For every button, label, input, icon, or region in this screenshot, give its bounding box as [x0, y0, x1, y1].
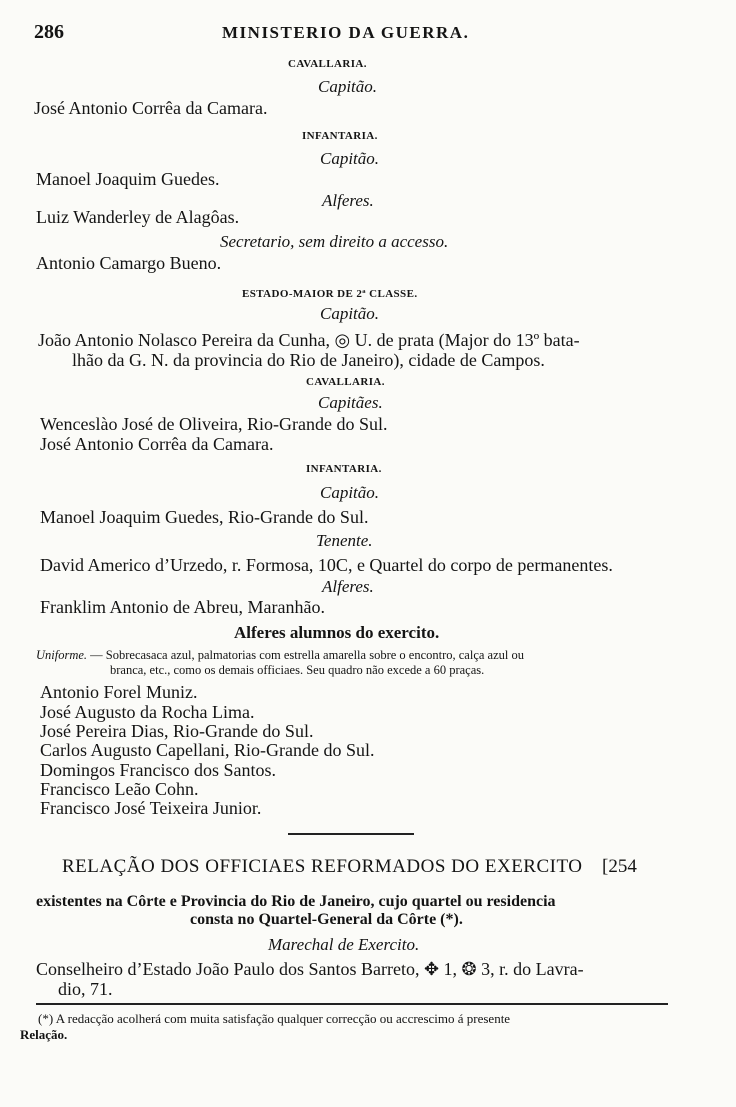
reformados-title: RELAÇÃO DOS OFFICIAES REFORMADOS DO EXERCITO: [62, 856, 583, 877]
reformados-count: [254: [602, 856, 637, 877]
alumno-name-1: Antonio Forel Muniz.: [40, 682, 198, 702]
em-capitaes-name-1: Wenceslào José de Oliveira, Rio-Grande do Sul.: [40, 414, 388, 434]
alumno-name-4: Carlos Augusto Capellani, Rio-Grande do Sul.: [40, 740, 375, 760]
alumno-name-3: José Pereira Dias, Rio-Grande do Sul.: [40, 721, 314, 741]
section-separator: [288, 833, 414, 835]
page-number: 286: [34, 21, 64, 43]
capitao-rank: Capitão.: [320, 149, 380, 168]
em-tenente-name: David Americo d’Urzedo, r. Formosa, 10C, e Quartel do corpo de permanentes.: [40, 555, 613, 575]
marechal-entry-line1: Conselheiro d’Estado João Paulo dos Santos Barreto, ✥ 1, ❂ 3, r. do Lavra-: [36, 959, 584, 979]
em-tenente-rank: Tenente.: [316, 531, 373, 550]
cavallaria-rank: Capitão.: [318, 77, 378, 96]
footnote-line2: Relação.: [20, 1027, 68, 1042]
em-capitao-line2: lhão da G. N. da provincia do Rio de Janeiro), cidade de Campos.: [72, 350, 545, 370]
uniform-line2: branca, etc., como os demais officiaes. Seu quadro não excede a 60 praças.: [110, 663, 485, 677]
uniform-line1: [36, 649, 524, 662]
reformados-subtitle-1: existentes na Côrte e Provincia do Rio de Janeiro, cujo quartel ou residencia: [36, 893, 556, 910]
em-inf-capitao-rank: Capitão.: [320, 483, 380, 502]
em-infantaria-heading: INFANTARIA.: [306, 463, 382, 475]
em-capitao-line1: João Antonio Nolasco Pereira da Cunha, ◎ U. de prata (Major do 13º bata-: [38, 330, 580, 350]
alumno-name-7: Francisco José Teixeira Junior.: [40, 798, 262, 818]
footnote-rule: [36, 1003, 668, 1005]
alumno-name-5: Domingos Francisco dos Santos.: [40, 760, 276, 780]
alferes-rank: Alferes.: [322, 191, 374, 210]
alumno-name-6: Francisco Leão Cohn.: [40, 779, 199, 799]
alferes-name: Luiz Wanderley de Alagôas.: [36, 207, 240, 227]
marechal-entry-line2: dio, 71.: [58, 979, 113, 999]
reformados-subtitle-2: consta no Quartel-General da Côrte (*).: [190, 911, 463, 928]
em-capitaes-rank: Capitães.: [318, 393, 383, 412]
infantaria-heading: INFANTARIA.: [302, 130, 378, 142]
cavallaria-heading: CAVALLARIA.: [288, 58, 367, 70]
alumno-name-2: José Augusto da Rocha Lima.: [40, 702, 255, 722]
secretario-rank: Secretario, sem direito a accesso.: [220, 232, 449, 251]
em-alferes-rank: Alferes.: [322, 577, 374, 596]
secretario-name: Antonio Camargo Bueno.: [36, 253, 222, 273]
estado-maior-heading: ESTADO-MAIOR DE 2ª CLASSE.: [242, 288, 418, 300]
em-capitao-rank: Capitão.: [320, 304, 380, 323]
uniform-text-1: — Sobrecasaca azul, palmatorias com estrella amarella sobre o encontro, calça azul ou: [87, 648, 524, 662]
running-title: MINISTERIO DA GUERRA.: [222, 23, 470, 42]
em-inf-capitao-name: Manoel Joaquim Guedes, Rio-Grande do Sul.: [40, 507, 369, 527]
uniform-label: Uniforme.: [36, 648, 88, 662]
em-cavallaria-heading: CAVALLARIA.: [306, 376, 385, 388]
alumnos-heading: Alferes alumnos do exercito.: [234, 623, 440, 642]
footnote-line1: (*) A redacção acolherá com muita satisfação qualquer correcção ou accrescimo á presente: [38, 1011, 511, 1026]
marechal-rank: Marechal de Exercito.: [268, 935, 420, 954]
em-capitaes-name-2: José Antonio Corrêa da Camara.: [40, 434, 274, 454]
em-alferes-name: Franklim Antonio de Abreu, Maranhão.: [40, 597, 325, 617]
cavallaria-name: José Antonio Corrêa da Camara.: [34, 98, 268, 118]
capitao-name: Manoel Joaquim Guedes.: [36, 169, 220, 189]
